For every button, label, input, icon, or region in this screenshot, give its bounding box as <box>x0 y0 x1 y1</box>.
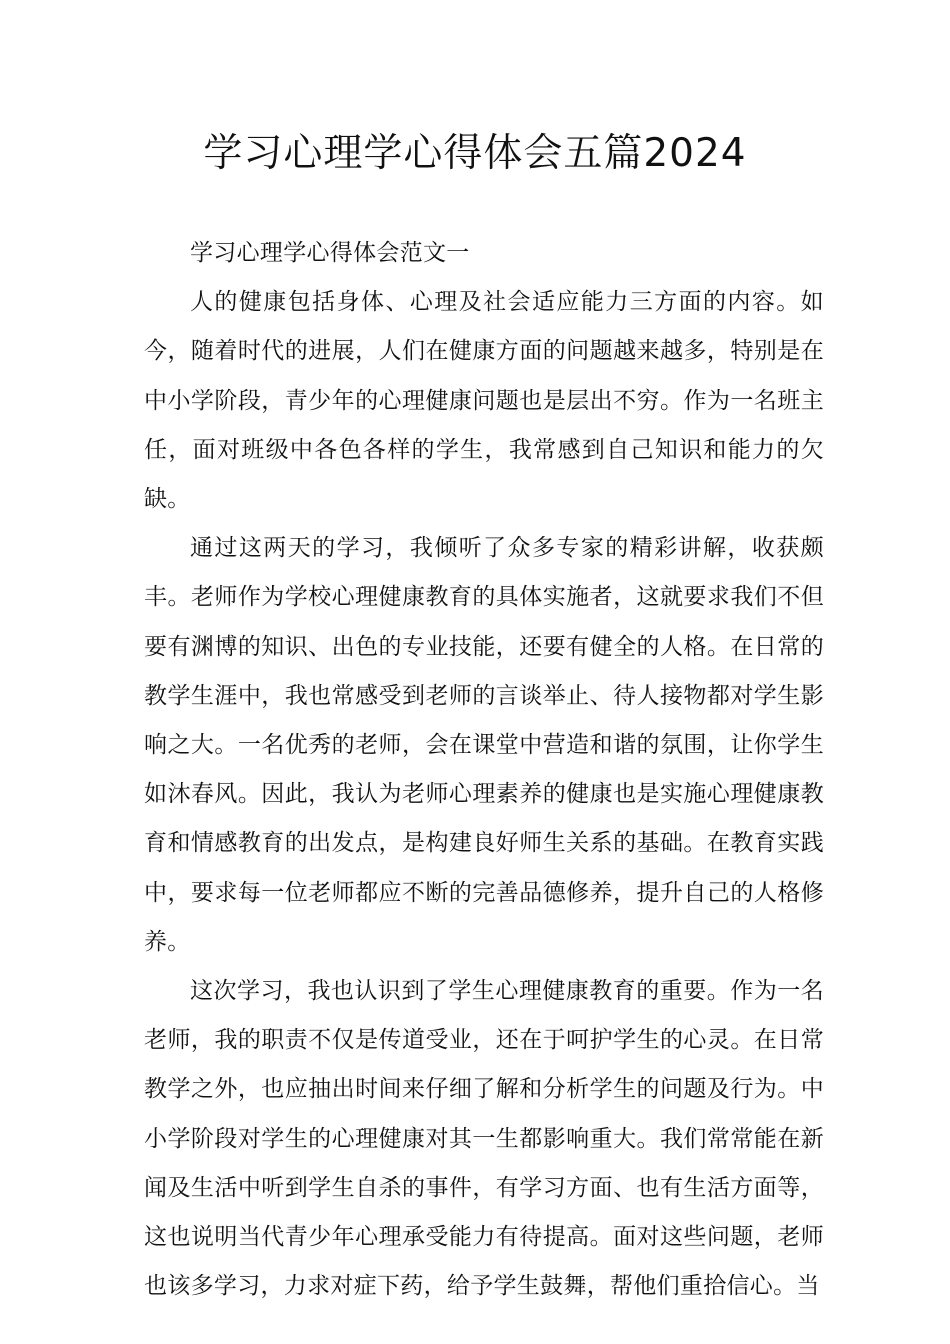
document-title: 学习心理学心得体会五篇2024 <box>203 131 747 176</box>
paragraph: 通过这两天的学习，我倾听了众多专家的精彩讲解，收获颇丰。老师作为学校心理健康教育的具体实施者，这就要求我们不但要有渊博的知识、出色的专业技能，还要有健全的人格。在日常的教学生涯中，我也常感受到老师的言谈举止、待人接物都对学生影响之大。一名优秀的老师，会在课堂中营造和谐的氛围，让你学生如沐春风。因此，我认为老师心理素养的健康也是实施心理健康教育和情感教育的出发点，是构建良好师生关系的基础。在教育实践中，要求每一位老师都应不断的完善品德修养，提升自己的人格修养。 <box>144 535 824 955</box>
paragraph: 这次学习，我也认识到了学生心理健康教育的重要。作为一名老师，我的职责不仅是传道受业，还在于呵护学生的心灵。在日常教学之外，也应抽出时间来仔细了解和分析学生的问题及行为。中小学阶段对学生的心理健康对其一生都影响重大。我们常常能在新闻及生活中听到学生自杀的事件，有学习方面、也有生活方面等，这也说明当代青少年心理承受能力有待提高。面对这些问题，老师也该多学习，力求对症下药，给予学生鼓舞，帮他们重拾信心。当 <box>144 978 824 1300</box>
document-body <box>144 229 824 1311</box>
paragraph: 人的健康包括身体、心理及社会适应能力三方面的内容。如今，随着时代的进展，人们在健康方面的问题越来越多，特别是在中小学阶段，青少年的心理健康问题也是层出不穷。作为一名班主任，面对班级中各色各样的学生，我常感到自己知识和能力的欠缺。 <box>144 289 824 513</box>
section-heading: 学习心理学心得体会范文一 <box>190 240 470 266</box>
